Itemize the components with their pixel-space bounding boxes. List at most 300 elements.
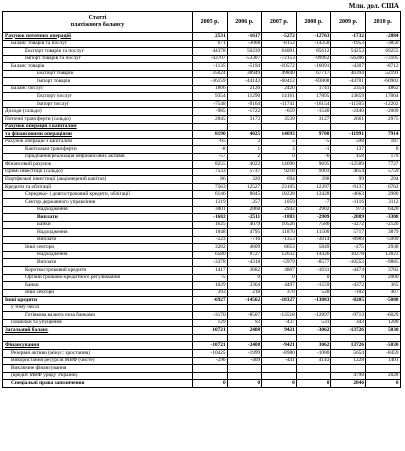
value-cell: 86 <box>193 176 228 184</box>
table-row <box>3 191 401 199</box>
row-label: Резервні активи (мінус: зростання) <box>11 349 90 356</box>
value-cell: -9713 <box>331 312 366 320</box>
value-cell: 9695 <box>296 161 331 169</box>
value-cell: 7586 <box>296 221 331 229</box>
value-cell <box>296 372 331 380</box>
value-cell: 3682 <box>227 266 262 274</box>
row-label-cell <box>3 108 193 116</box>
row-label: Середньо- і довгостроковий кредити, облігації <box>25 191 130 198</box>
row-label: Інші кредити <box>5 296 38 303</box>
table-row <box>3 304 401 312</box>
value-cell: 5030 <box>365 327 400 335</box>
row-label: (кредит МВФ уряду України) <box>11 372 78 379</box>
table-row <box>3 312 401 320</box>
value-cell <box>262 304 297 312</box>
value-cell: -3850 <box>365 40 400 48</box>
value-cell: 218 <box>227 289 262 297</box>
table-row <box>3 236 401 244</box>
value-cell: 5759 <box>365 168 400 176</box>
row-label-cell <box>3 146 193 154</box>
value-cell: 14690 <box>262 161 297 169</box>
value-cell: -73105 <box>365 55 400 63</box>
value-cell: -11505 <box>331 100 366 108</box>
row-label-cell <box>3 214 193 222</box>
value-cell <box>296 365 331 373</box>
row-label-cell <box>3 274 193 282</box>
value-cell: -83808 <box>296 78 331 86</box>
value-cell: 1 <box>227 146 262 154</box>
value-cell: -5272 <box>262 33 297 41</box>
row-label-cell <box>3 229 193 237</box>
value-cell: -9164 <box>227 100 262 108</box>
value-cell <box>193 365 228 373</box>
table-row <box>3 380 401 388</box>
value-cell: 2531 <box>193 33 228 41</box>
value-cell: 1288 <box>365 319 400 327</box>
value-cell: 40394 <box>331 70 366 78</box>
value-cell: 3 <box>227 138 262 146</box>
value-cell: 2420 <box>262 85 297 93</box>
value-cell: -11991 <box>331 131 366 139</box>
value-cell <box>331 123 366 131</box>
header-label <box>3 12 193 33</box>
value-cell: -5 <box>296 138 331 146</box>
table-row <box>3 221 401 229</box>
value-cell <box>296 304 331 312</box>
value-cell: 2408 <box>227 327 262 335</box>
value-cell <box>227 372 262 380</box>
row-label-cell <box>3 297 193 305</box>
row-label: Експорт товарів та послуг <box>25 47 84 54</box>
value-cell: -1883 <box>262 214 297 222</box>
value-cell: 393 <box>193 289 228 297</box>
row-label: Загальний баланс <box>5 326 49 333</box>
value-cell: -985 <box>193 108 228 116</box>
table-row <box>3 168 401 176</box>
value-cell: -72153 <box>262 55 297 63</box>
value-cell: -102 <box>331 289 366 297</box>
value-cell: 13726 <box>331 342 366 350</box>
row-label: Сектор державного управління <box>25 198 96 205</box>
row-label: Банки <box>25 281 39 288</box>
value-cell: 5717 <box>331 229 366 237</box>
row-label-cell <box>3 349 193 357</box>
year-header: 2010 р. <box>365 12 400 33</box>
value-cell: 2845 <box>193 116 228 124</box>
value-cell: -60412 <box>262 78 297 86</box>
value-cell: 2661 <box>331 116 366 124</box>
value-cell: 467 <box>365 289 400 297</box>
row-label-cell <box>3 33 193 41</box>
row-label: Імпорт товарів та послуг <box>25 55 81 62</box>
table-row <box>3 282 401 290</box>
value-cell: 85612 <box>296 48 331 56</box>
value-cell: 4609 <box>227 244 262 252</box>
table-row <box>3 342 401 350</box>
value-cell: -57 <box>193 153 228 161</box>
value-cell: 0 <box>296 380 331 388</box>
value-cell: 179 <box>365 153 400 161</box>
value-cell: 67717 <box>296 70 331 78</box>
value-cell: -18327 <box>262 297 297 305</box>
row-label: Спеціальні права запозичення <box>11 379 85 386</box>
row-label: Виплати <box>37 213 58 220</box>
value-cell: -10425 <box>193 349 228 357</box>
value-cell: 99 <box>331 176 366 184</box>
row-label: Рахунок операцій з капіталом <box>5 123 77 130</box>
row-label: Експорт товарів <box>37 70 74 77</box>
value-cell: 4079 <box>227 221 262 229</box>
value-cell: -716 <box>227 236 262 244</box>
row-label: Доходи (сальдо) <box>5 108 42 115</box>
row-label-cell <box>3 372 193 380</box>
value-cell <box>331 334 366 342</box>
value-cell: -99962 <box>296 55 331 63</box>
value-cell: 3782 <box>365 266 400 274</box>
value-cell: -7 <box>296 199 331 207</box>
table-row <box>3 55 401 63</box>
value-cell: 4025 <box>227 131 262 139</box>
value-cell <box>227 123 262 131</box>
value-cell: 4795 <box>227 229 262 237</box>
value-cell: -1135 <box>193 63 228 71</box>
value-cell: 4497 <box>262 282 297 290</box>
row-label: Баланс послуг <box>11 85 44 92</box>
value-cell: 10278 <box>331 251 366 259</box>
table-row <box>3 100 401 108</box>
table-row <box>3 153 401 161</box>
value-cell: 12527 <box>227 183 262 191</box>
row-label: Фінансування <box>5 342 40 349</box>
value-cell: -1953 <box>331 40 366 48</box>
value-cell: -16154 <box>296 100 331 108</box>
value-cell: -8712 <box>365 63 400 71</box>
row-label: Прямі інвестиції (сальдо) <box>5 168 63 175</box>
value-cell: -3914 <box>296 236 331 244</box>
value-cell: -4474 <box>331 266 366 274</box>
value-cell: 93 <box>227 319 262 327</box>
value-cell: -6029 <box>365 312 400 320</box>
value-cell: 0 <box>262 274 297 282</box>
value-cell: 3202 <box>193 244 228 252</box>
value-cell: -2909 <box>296 214 331 222</box>
value-cell: -12897 <box>296 312 331 320</box>
value-cell: 2938 <box>365 244 400 252</box>
value-cell: 3112 <box>365 199 400 207</box>
value-cell: 3173 <box>227 116 262 124</box>
value-cell: 11870 <box>262 229 297 237</box>
row-label: Придбання/реалізація нефінансових активів <box>25 153 125 160</box>
value-cell <box>227 365 262 373</box>
row-label: Інші сектори <box>25 243 55 250</box>
value-cell: 3879 <box>365 229 400 237</box>
value-cell: 69255 <box>365 48 400 56</box>
table-row <box>3 259 401 267</box>
value-cell: -5979 <box>262 259 297 267</box>
row-label-cell <box>3 282 193 290</box>
value-cell: 13859 <box>331 93 366 101</box>
table-row <box>3 266 401 274</box>
value-cell: 6420 <box>365 206 400 214</box>
row-label: Виплати <box>37 259 57 266</box>
value-cell: 0 <box>296 274 331 282</box>
row-label: Баланс товарів та послуг <box>11 40 68 47</box>
year-header: 2007 р. <box>262 12 297 33</box>
table-row <box>3 199 401 207</box>
value-cell: 2980 <box>365 191 400 199</box>
row-label: Імпорт товарів <box>37 77 71 84</box>
value-cell: 52191 <box>365 70 400 78</box>
value-cell <box>365 123 400 131</box>
value-cell: -8989 <box>331 236 366 244</box>
year-header: 2009 р. <box>331 12 366 33</box>
value-cell: 7727 <box>365 161 400 169</box>
value-cell: 8 <box>365 146 400 154</box>
row-label-cell <box>3 40 193 48</box>
value-cell: 7914 <box>365 131 400 139</box>
value-cell: 9354 <box>193 93 228 101</box>
row-label-cell <box>3 85 193 93</box>
table-row <box>3 123 401 131</box>
value-cell <box>193 123 228 131</box>
row-label-cell <box>3 138 193 146</box>
value-cell: -60903 <box>365 78 400 86</box>
table-row <box>3 33 401 41</box>
table-row <box>3 206 401 214</box>
row-label-cell <box>3 259 193 267</box>
value-cell: -275 <box>331 244 366 252</box>
value-cell: -1732 <box>331 33 366 41</box>
row-label: Готівкова валюта поза банками <box>25 311 96 318</box>
value-cell: 531 <box>296 319 331 327</box>
value-cell: 2 <box>227 153 262 161</box>
value-cell: -1031 <box>296 266 331 274</box>
row-label-cell <box>3 161 193 169</box>
row-label-cell <box>3 78 193 86</box>
table-row <box>3 289 401 297</box>
row-label: Надходження <box>37 251 68 258</box>
value-cell: -1353 <box>262 236 297 244</box>
row-label-cell <box>3 55 193 63</box>
value-cell <box>262 123 297 131</box>
table-row <box>3 131 401 139</box>
row-label-cell <box>3 100 193 108</box>
row-label-cell <box>3 123 193 131</box>
value-cell: -11741 <box>262 100 297 108</box>
value-cell: -3272 <box>331 221 366 229</box>
value-cell: 8727 <box>227 251 262 259</box>
value-cell: -441 <box>262 357 297 365</box>
value-cell: -13083 <box>296 297 331 305</box>
value-cell: -9137 <box>331 183 366 191</box>
row-label: Портфельні інвестиції (акціонерний капітал) <box>5 176 107 183</box>
row-label-cell <box>3 357 193 365</box>
row-label: Надходження <box>37 206 68 213</box>
table-row <box>3 176 401 184</box>
row-label: Рахунок поточних операцій <box>5 32 72 39</box>
value-cell: 370 <box>262 289 297 297</box>
value-cell: -4318 <box>227 259 262 267</box>
value-cell: -409 <box>227 357 262 365</box>
value-cell: 2046 <box>331 380 366 388</box>
value-cell: 5849 <box>296 244 331 252</box>
value-cell <box>331 365 366 373</box>
row-label-cell <box>3 266 193 274</box>
value-cell: -13518 <box>262 312 297 320</box>
value-cell: -2089 <box>331 214 366 222</box>
value-cell <box>193 304 228 312</box>
row-label-cell <box>3 70 193 78</box>
value-cell: -1540 <box>296 108 331 116</box>
value-cell: 2028 <box>365 372 400 380</box>
value-cell: 9218 <box>262 168 297 176</box>
value-cell: 50239 <box>227 48 262 56</box>
table-row <box>3 183 401 191</box>
value-cell: -3068 <box>227 40 262 48</box>
value-cell: 7563 <box>193 183 228 191</box>
value-cell <box>193 334 228 342</box>
value-cell: -5 <box>193 274 228 282</box>
table-row <box>3 40 401 48</box>
value-cell: 14426 <box>296 251 331 259</box>
table-row <box>3 327 401 335</box>
value-cell: 1806 <box>193 85 228 93</box>
row-label-cell <box>3 206 193 214</box>
value-cell: -43707 <box>193 55 228 63</box>
value-cell: 2868 <box>227 206 262 214</box>
row-label-cell <box>3 289 193 297</box>
value-cell: 12823 <box>365 251 400 259</box>
row-label-cell <box>3 199 193 207</box>
value-cell: 694 <box>262 176 297 184</box>
row-label-cell <box>3 244 193 252</box>
value-cell: -4663 <box>331 191 366 199</box>
table-row <box>3 48 401 56</box>
value-cell: -2408 <box>227 342 262 350</box>
value-cell: -3062 <box>296 327 331 335</box>
value-cell: -1080 <box>296 349 331 357</box>
value-cell: 2942 <box>262 206 297 214</box>
table-row <box>3 372 401 380</box>
value-cell: 0 <box>365 380 400 388</box>
value-cell: -5194 <box>227 63 262 71</box>
value-cell <box>193 372 228 380</box>
row-label: Капітальні трансферти <box>25 145 77 152</box>
row-label: Банки <box>37 221 51 228</box>
value-cell: -1682 <box>193 214 228 222</box>
value-cell: -1617 <box>227 33 262 41</box>
value-cell: -2511 <box>227 214 262 222</box>
year-header: 2006 р. <box>227 12 262 33</box>
row-label-cell <box>3 236 193 244</box>
row-label: та фінансовими операціями <box>5 130 72 137</box>
value-cell <box>365 304 400 312</box>
row-label: Рахунок операцій з капіталом <box>5 138 72 145</box>
value-cell: 0 <box>193 380 228 388</box>
table-row <box>3 78 401 86</box>
row-label: Фінансовий рахунок <box>5 160 52 167</box>
row-label: Інші сектори <box>25 289 55 296</box>
value-cell: 9700 <box>296 131 331 139</box>
table-row <box>3 244 401 252</box>
value-cell: 3539 <box>262 116 297 124</box>
value-cell: 8255 <box>193 161 228 169</box>
row-label-cell <box>3 93 193 101</box>
row-label: Виключне фінансування <box>11 364 67 371</box>
value-cell: 1319 <box>193 199 228 207</box>
year-header: 2008 р. <box>296 12 331 33</box>
value-cell <box>262 365 297 373</box>
value-cell: 3001 <box>193 206 228 214</box>
value-cell: -3378 <box>193 259 228 267</box>
value-cell: 671 <box>193 40 228 48</box>
row-label-cell <box>3 153 193 161</box>
value-cell: 2000 <box>365 274 400 282</box>
value-cell: -223 <box>193 236 228 244</box>
value-cell: -8 <box>193 146 228 154</box>
value-cell: 17895 <box>296 93 331 101</box>
value-cell: -12202 <box>365 100 400 108</box>
table-row <box>3 297 401 305</box>
unit-label: Млн. дол. США <box>348 2 399 10</box>
year-header: 2005 р. <box>193 12 228 33</box>
value-cell: 1848 <box>193 229 228 237</box>
row-label: Кредити та облігації <box>5 183 52 190</box>
value-cell: 365 <box>365 282 400 290</box>
value-cell: -4372 <box>331 282 366 290</box>
value-cell: 1625 <box>193 221 228 229</box>
value-cell: 5654 <box>331 349 366 357</box>
value-cell: 18228 <box>262 191 297 199</box>
table-row <box>3 251 401 259</box>
header-label-line2: платіжного балансу <box>70 22 125 28</box>
value-cell: -8577 <box>296 259 331 267</box>
value-cell: -53307 <box>227 55 262 63</box>
table-body <box>3 33 401 388</box>
table-row <box>3 108 401 116</box>
table-row <box>3 138 401 146</box>
value-cell: 343 <box>331 319 366 327</box>
balance-of-payments-table <box>2 11 401 388</box>
table-row <box>3 85 401 93</box>
value-cell: -44143 <box>227 78 262 86</box>
table-row <box>3 334 401 342</box>
row-label-cell <box>3 312 193 320</box>
value-cell: 2354 <box>331 85 366 93</box>
value-cell: 2975 <box>365 116 400 124</box>
value-cell: -8205 <box>331 297 366 305</box>
value-cell: -1722 <box>227 108 262 116</box>
value-cell: 12397 <box>296 183 331 191</box>
value-cell: -14562 <box>227 297 262 305</box>
value-cell: 398 <box>296 176 331 184</box>
table-row <box>3 93 401 101</box>
value-cell: 4654 <box>331 168 366 176</box>
row-label-cell <box>3 221 193 229</box>
value-cell: 129 <box>193 319 228 327</box>
table-header-row <box>3 12 401 33</box>
value-cell: 2126 <box>227 85 262 93</box>
value-cell: -5030 <box>365 342 400 350</box>
value-cell: 8190 <box>193 131 228 139</box>
value-cell: 9421 <box>262 327 297 335</box>
value-cell: 598 <box>331 138 366 146</box>
row-label-cell <box>3 319 193 327</box>
value-cell <box>227 304 262 312</box>
table-row <box>3 214 401 222</box>
value-cell: 14161 <box>262 93 297 101</box>
value-cell: 458 <box>331 153 366 161</box>
